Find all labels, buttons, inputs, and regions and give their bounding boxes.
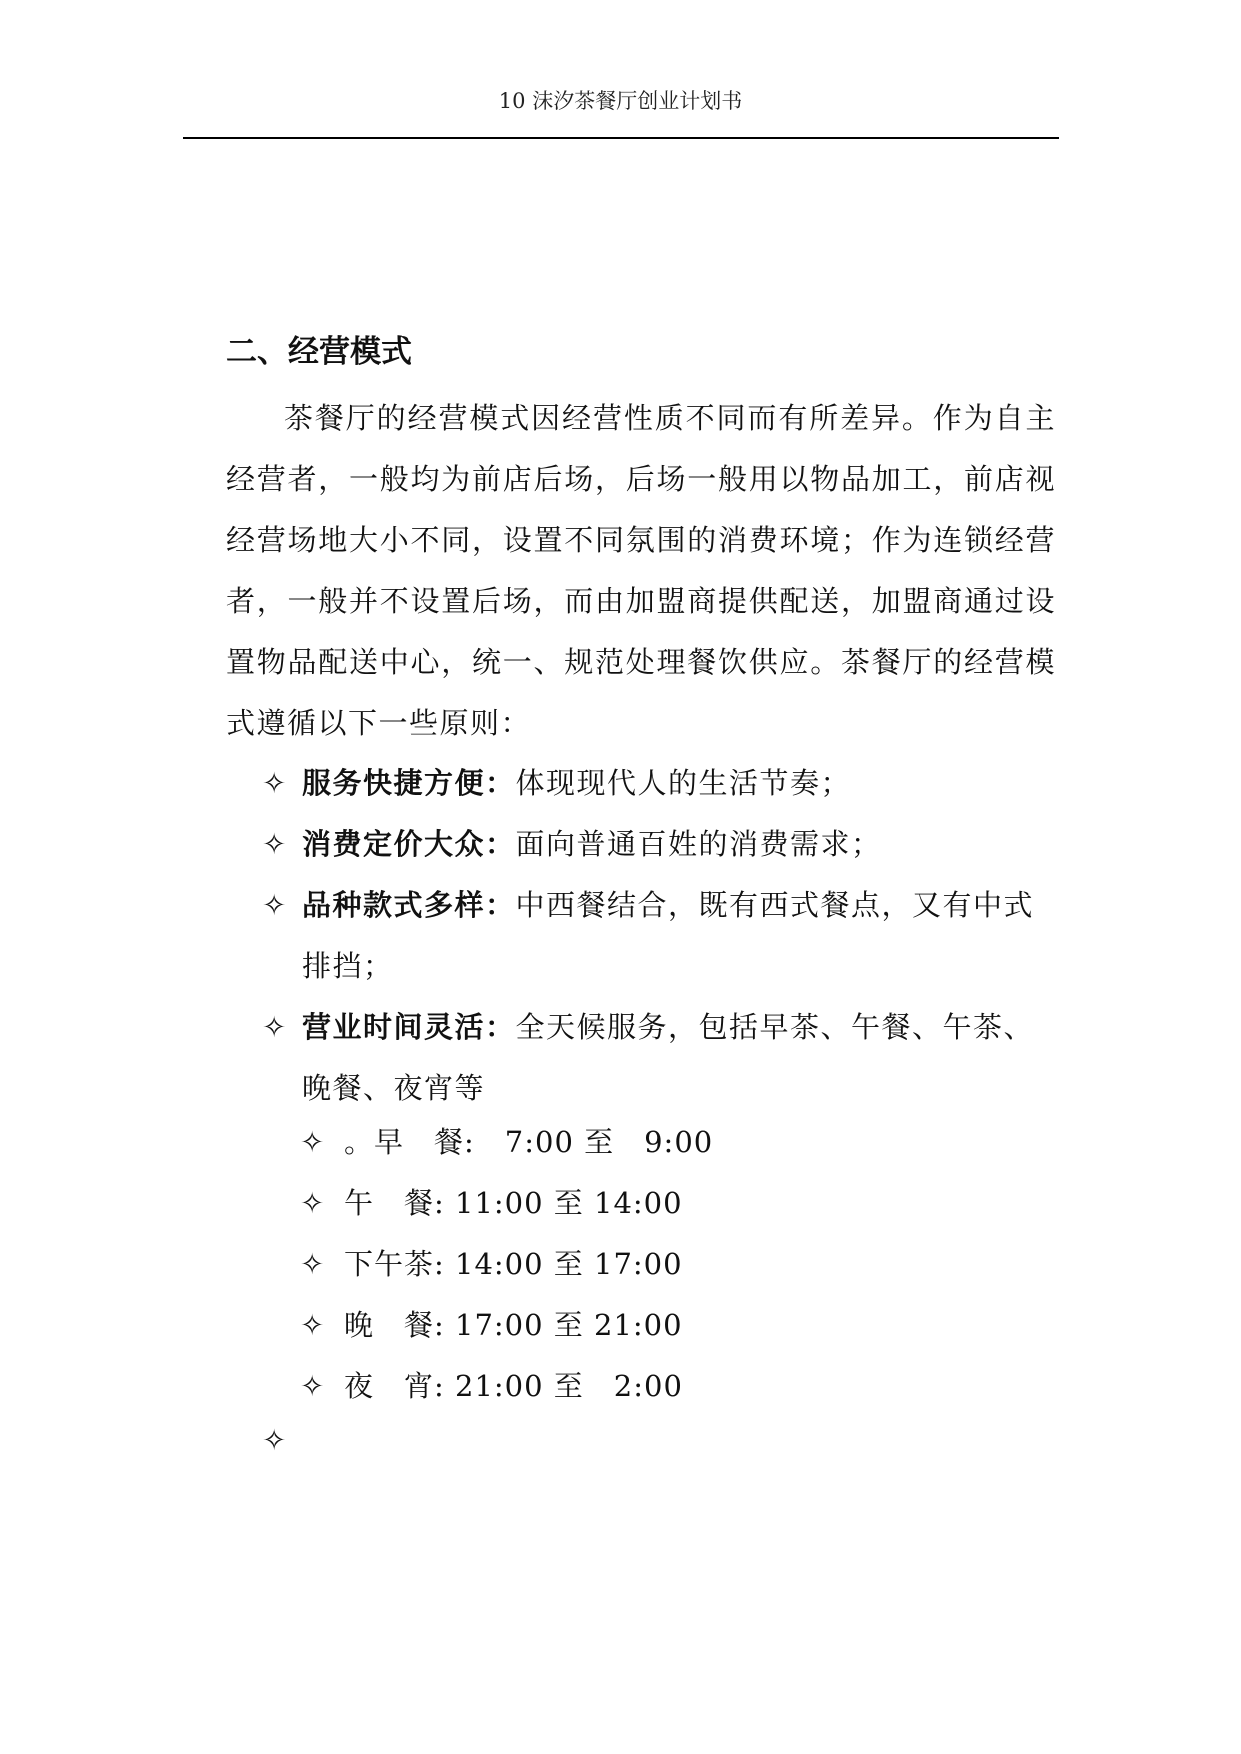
principle-desc: 中西餐结合，既有西式餐点，又有中式排挡； [302, 888, 1035, 983]
principle-term: 消费定价大众： [302, 827, 516, 861]
bullet-diamond-icon: ✧ [262, 766, 288, 800]
bullet-diamond-icon: ✧ [262, 888, 288, 922]
business-hours-list [300, 1112, 713, 1417]
principle-term: 营业时间灵活： [302, 1010, 516, 1044]
schedule-row [300, 1234, 713, 1295]
running-header: 10 沫汐茶餐厅创业计划书 [498, 89, 743, 113]
header-rule [183, 137, 1059, 139]
bullet-diamond-icon: ✧ [262, 1423, 287, 1457]
bullet-diamond-icon: ✧ [300, 1125, 326, 1159]
principle-item [262, 814, 1056, 875]
principle-desc: 全天候服务，包括早茶、午餐、午茶、晚餐、夜宵等 [302, 1010, 1035, 1105]
principle-term: 品种款式多样： [302, 888, 516, 922]
schedule-text: 晚 餐: 17:00 至 21:00 [344, 1308, 683, 1342]
schedule-row [300, 1295, 713, 1356]
bullet-diamond-icon: ✧ [300, 1369, 326, 1403]
bullet-diamond-icon: ✧ [300, 1186, 326, 1220]
bullet-diamond-icon: ✧ [262, 1010, 288, 1044]
principle-desc: 体现现代人的生活节奏； [515, 766, 852, 800]
schedule-text: 。早 餐: 7:00 至 9:00 [344, 1125, 714, 1159]
principle-item [262, 997, 1056, 1119]
principle-item [262, 753, 1056, 814]
schedule-row [300, 1173, 713, 1234]
bullet-diamond-icon: ✧ [300, 1247, 326, 1281]
body-paragraph: 茶餐厅的经营模式因经营性质不同而有所差异。作为自主经营者，一般均为前店后场，后场一般用以物品加工，前店视经营场地大小不同，设置不同氛围的消费环境；作为连锁经营者，一般并不设置后场，而由加盟商提供配送，加盟商通过设置物品配送中心，统一、规范处理餐饮供应。茶餐厅的经营模式遵循以下一些原则： [226, 401, 1056, 740]
section-title: 二、经营模式 [226, 334, 412, 370]
bullet-diamond-icon: ✧ [300, 1308, 326, 1342]
schedule-row [300, 1356, 713, 1417]
schedule-row [300, 1112, 713, 1173]
schedule-text: 夜 宵: 21:00 至 2:00 [344, 1369, 683, 1403]
principle-desc: 面向普通百姓的消费需求； [515, 827, 882, 861]
principle-item [262, 875, 1056, 997]
schedule-text: 下午茶: 14:00 至 17:00 [344, 1247, 683, 1281]
schedule-text: 午 餐: 11:00 至 14:00 [344, 1186, 683, 1220]
principle-term: 服务快捷方便： [302, 766, 516, 800]
bullet-diamond-icon: ✧ [262, 827, 288, 861]
principles-list [262, 753, 1056, 1119]
